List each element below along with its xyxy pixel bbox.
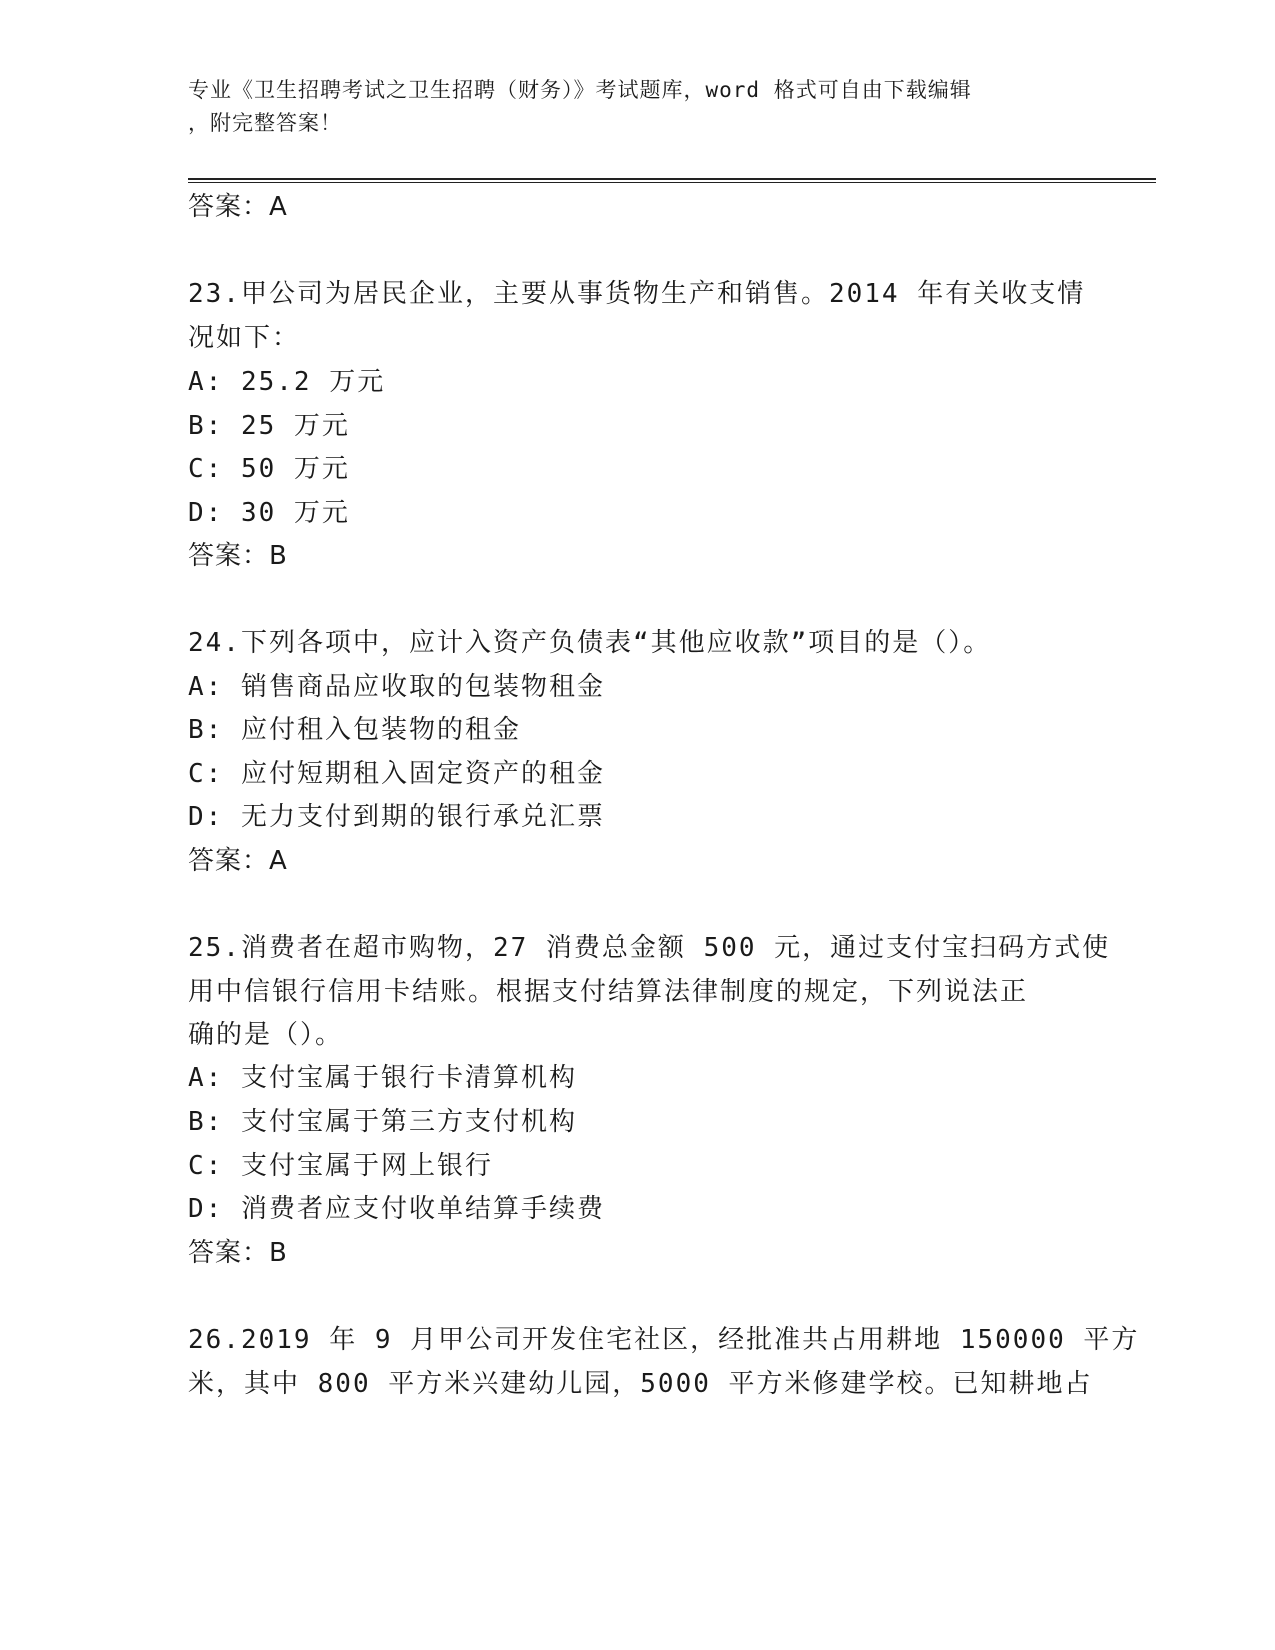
option-b: B: 25 万元 (188, 411, 350, 441)
question-stem: 26.2019 年 9 月甲公司开发住宅社区，经批准共占用耕地 150000 平方 (188, 1325, 1140, 1355)
option-d: D: 无力支付到期的银行承兑汇票 (188, 802, 605, 832)
question-stem: 23.甲公司为居民企业，主要从事货物生产和销售。2014 年有关收支情 (188, 279, 1086, 309)
option-c: C: 应付短期租入固定资产的租金 (188, 759, 605, 789)
question-stem: 况如下： (188, 323, 301, 353)
answer-line: 答案：B (188, 541, 288, 571)
header-divider (188, 178, 1156, 183)
option-c: C: 50 万元 (188, 454, 350, 484)
question-stem: 用中信银行信用卡结账。根据支付结算法律制度的规定，下列说法正 (188, 977, 1029, 1007)
header-line-2: ，附完整答案！ (188, 111, 342, 135)
answer-line: 答案：A (188, 846, 288, 876)
answer-line: 答案：A (188, 192, 288, 222)
option-b: B: 支付宝属于第三方支付机构 (188, 1107, 577, 1137)
option-d: D: 消费者应支付收单结算手续费 (188, 1194, 605, 1224)
option-a: A: 支付宝属于银行卡清算机构 (188, 1063, 577, 1093)
document-header (188, 74, 1078, 140)
option-b: B: 应付租入包装物的租金 (188, 715, 521, 745)
option-a: A: 25.2 万元 (188, 367, 386, 397)
option-c: C: 支付宝属于网上银行 (188, 1151, 493, 1181)
question-stem: 24.下列各项中，应计入资产负债表“其他应收款”项目的是（）。 (188, 628, 992, 658)
answer-line: 答案：B (188, 1238, 288, 1268)
question-stem: 确的是（）。 (188, 1020, 344, 1050)
question-stem: 米，其中 800 平方米兴建幼儿园，5000 平方米修建学校。已知耕地占 (188, 1369, 1093, 1399)
header-line-1: 专业《卫生招聘考试之卫生招聘（财务）》考试题库，word 格式可自由下载编辑 (188, 78, 972, 102)
option-a: A: 销售商品应收取的包装物租金 (188, 672, 605, 702)
option-d: D: 30 万元 (188, 498, 350, 528)
question-stem: 25.消费者在超市购物，27 消费总金额 500 元，通过支付宝扫码方式使 (188, 933, 1111, 963)
